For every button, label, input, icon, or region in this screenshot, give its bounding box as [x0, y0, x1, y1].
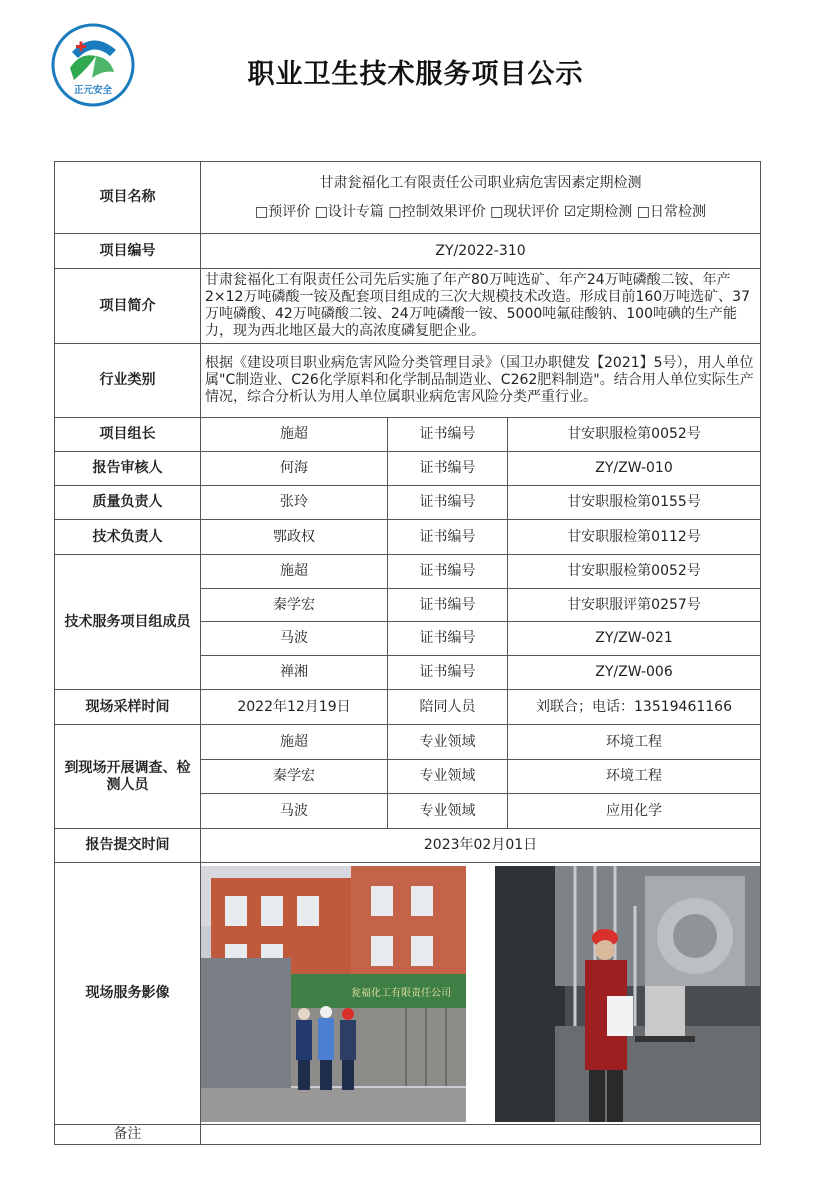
member-name: 施超 — [201, 555, 388, 589]
sampling-date: 2022年12月19日 — [201, 690, 388, 725]
project-code-label: 项目编号 — [55, 234, 201, 269]
project-name-cell — [201, 162, 761, 234]
industry-label: 行业类别 — [55, 344, 201, 418]
field-label: 专业领域 — [388, 760, 508, 794]
site-images-cell — [201, 863, 761, 1125]
member-cert: 甘安职服评第0257号 — [508, 589, 761, 622]
leader-label: 项目组长 — [55, 418, 201, 452]
submit-date: 2023年02月01日 — [201, 829, 761, 863]
members-label: 技术服务项目组成员 — [55, 555, 201, 690]
survey-person-field: 环境工程 — [508, 725, 761, 760]
quality-label: 质量负责人 — [55, 486, 201, 520]
logo-text: 正元安全 — [73, 85, 113, 96]
project-name-label: 项目名称 — [55, 162, 201, 234]
assessment-type-options: □预评价 □设计专篇 □控制效果评价 □现状评价 ☑定期检测 □日常检测 — [255, 203, 706, 220]
leader-name: 施超 — [201, 418, 388, 452]
survey-person-name: 秦学宏 — [201, 760, 388, 794]
remark-value — [201, 1125, 761, 1145]
survey-person-name: 马波 — [201, 794, 388, 829]
cert-label: 证书编号 — [388, 486, 508, 520]
project-name: 甘肃瓮福化工有限责任公司职业病危害因素定期检测 — [319, 174, 642, 191]
companion-label: 陪同人员 — [388, 690, 508, 725]
site-photo-monitoring — [495, 866, 760, 1122]
info-table — [54, 161, 761, 1145]
industry-text: 根据《建设项目职业病危害风险分类管理目录》（国卫办职健发【2021】5号），用人单位属"C制造业、C26化学原料和化学制品制造业、C262肥料制造"。结合用人单位实际生产情况，综合分析认为用人单位属职业病危害风险分类严重行业。 — [201, 344, 761, 418]
member-cert: 甘安职服检第0052号 — [508, 555, 761, 589]
member-cert: ZY/ZW-006 — [508, 656, 761, 690]
page-title: 职业卫生技术服务项目公示 — [247, 59, 584, 90]
tech-lead-label: 技术负责人 — [55, 520, 201, 555]
staff-figures — [296, 1006, 356, 1090]
quality-name: 张玲 — [201, 486, 388, 520]
survey-person-name: 施超 — [201, 725, 388, 760]
project-intro-label: 项目简介 — [55, 269, 201, 344]
reviewer-name: 何海 — [201, 452, 388, 486]
factory-sign-text: 瓮福化工有限责任公司 — [351, 987, 451, 999]
remark-label: 备注 — [55, 1125, 201, 1145]
sampling-time-label: 现场采样时间 — [55, 690, 201, 725]
field-label: 专业领域 — [388, 794, 508, 829]
member-name: 禅湘 — [201, 656, 388, 690]
cert-label: 证书编号 — [388, 452, 508, 486]
site-photos — [201, 866, 760, 1122]
project-intro: 甘肃瓮福化工有限责任公司先后实施了年产80万吨选矿、年产24万吨磷酸二铵、年产2×12万吨磷酸一铵及配套项目组成的三次大规模技术改造。形成目前160万吨选矿、37万吨磷酸、42万吨磷酸二铵、24万吨磷酸一铵、5000吨氟硅酸钠、100吨碘的生产能力，现为西北地区最大的高浓度磷复肥企业。 — [201, 269, 761, 344]
leader-cert: 甘安职服检第0052号 — [508, 418, 761, 452]
site-photo-factory-gate — [201, 866, 466, 1122]
companion-info: 刘联合；电话：13519461166 — [508, 690, 761, 725]
survey-person-field: 应用化学 — [508, 794, 761, 829]
cert-label: 证书编号 — [388, 555, 508, 589]
reviewer-cert: ZY/ZW-010 — [508, 452, 761, 486]
submit-time-label: 报告提交时间 — [55, 829, 201, 863]
cert-label: 证书编号 — [388, 656, 508, 690]
cert-label: 证书编号 — [388, 622, 508, 656]
cert-label: 证书编号 — [388, 418, 508, 452]
site-images-label: 现场服务影像 — [55, 863, 201, 1125]
project-code: ZY/2022-310 — [201, 234, 761, 269]
member-name: 秦学宏 — [201, 589, 388, 622]
member-cert: ZY/ZW-021 — [508, 622, 761, 656]
tech-lead-cert: 甘安职服检第0112号 — [508, 520, 761, 555]
cert-label: 证书编号 — [388, 520, 508, 555]
member-name: 马波 — [201, 622, 388, 656]
reviewer-label: 报告审核人 — [55, 452, 201, 486]
survey-person-field: 环境工程 — [508, 760, 761, 794]
cert-label: 证书编号 — [388, 589, 508, 622]
quality-cert: 甘安职服检第0155号 — [508, 486, 761, 520]
tech-lead-name: 鄂政权 — [201, 520, 388, 555]
survey-staff-label: 到现场开展调查、检测人员 — [55, 725, 201, 829]
field-label: 专业领域 — [388, 725, 508, 760]
